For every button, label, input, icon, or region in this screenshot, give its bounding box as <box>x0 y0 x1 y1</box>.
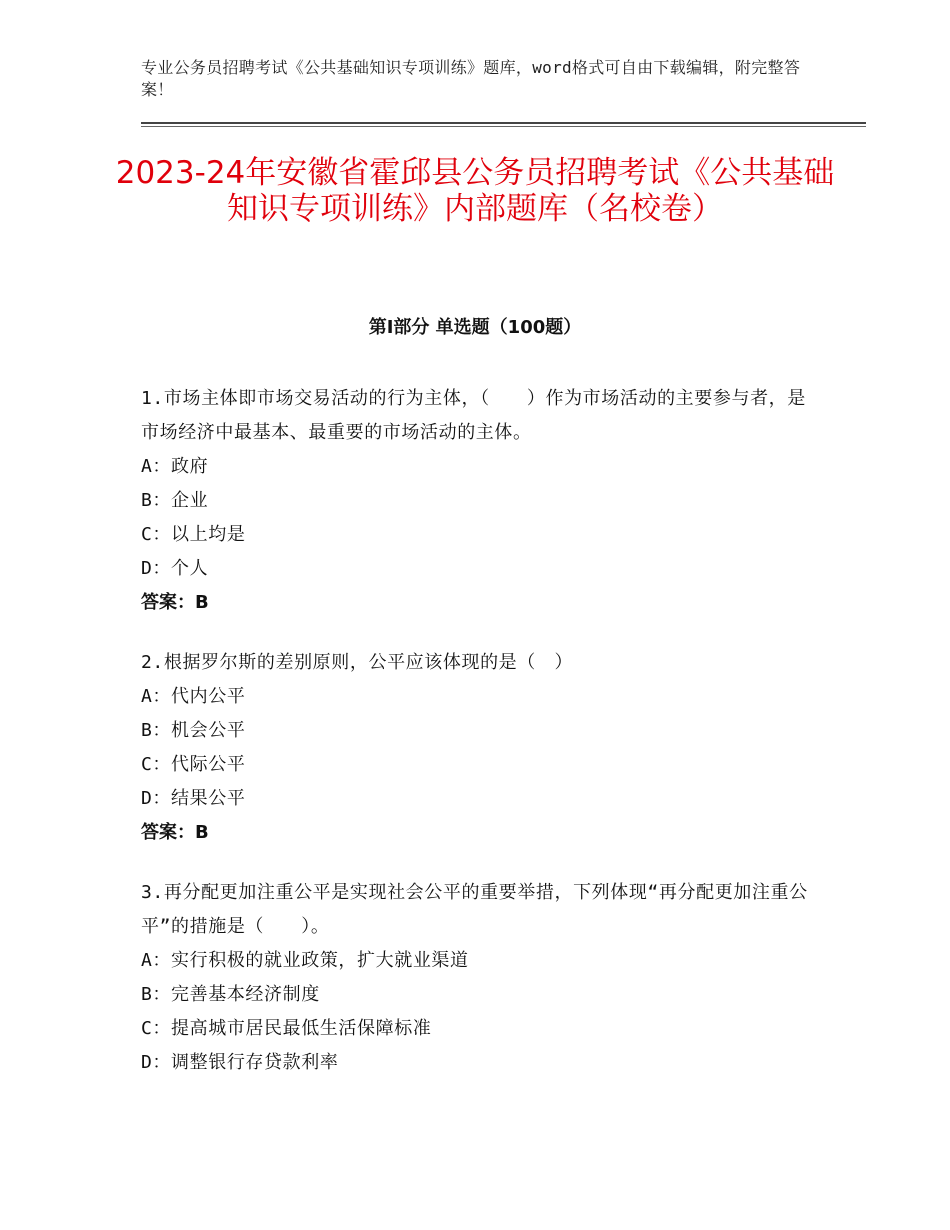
question-stem: 2.根据罗尔斯的差别原则，公平应该体现的是（ ） <box>141 652 574 673</box>
option-d: D：结果公平 <box>141 788 246 809</box>
option-d: D：个人 <box>141 558 209 579</box>
option-a: A：政府 <box>141 456 209 477</box>
option-c: C：以上均是 <box>141 524 246 545</box>
answer-line: 答案：B <box>141 822 209 843</box>
question-2 <box>141 646 809 850</box>
question-stem: 3.再分配更加注重公平是实现社会公平的重要举措，下列体现“再分配更加注重公平”的措施是（ ）。 <box>141 882 808 937</box>
question-list <box>141 382 809 1106</box>
option-c: C：提高城市居民最低生活保障标准 <box>141 1018 432 1039</box>
question-stem: 1.市场主体即市场交易活动的行为主体，（ ）作为市场活动的主要参与者，是市场经济中最基本、最重要的市场活动的主体。 <box>141 388 806 443</box>
header-rule-thick <box>141 122 866 124</box>
option-b: B：机会公平 <box>141 720 246 741</box>
document-title: 2023-24年安徽省霍邱县公务员招聘考试《公共基础知识专项训练》内部题库（名校卷） <box>115 155 835 227</box>
option-a: A：代内公平 <box>141 686 246 707</box>
option-c: C：代际公平 <box>141 754 246 775</box>
option-b: B：企业 <box>141 490 209 511</box>
section-heading: 第Ⅰ部分 单选题（100题） <box>368 317 582 338</box>
header-note: 专业公务员招聘考试《公共基础知识专项训练》题库，word格式可自由下载编辑，附完整答案！ <box>141 58 801 99</box>
header-rule-thin <box>141 126 866 127</box>
option-a: A：实行积极的就业政策，扩大就业渠道 <box>141 950 469 971</box>
answer-line: 答案：B <box>141 592 209 613</box>
option-b: B：完善基本经济制度 <box>141 984 320 1005</box>
question-3 <box>141 876 809 1080</box>
question-1 <box>141 382 809 620</box>
option-d: D：调整银行存贷款利率 <box>141 1052 339 1073</box>
